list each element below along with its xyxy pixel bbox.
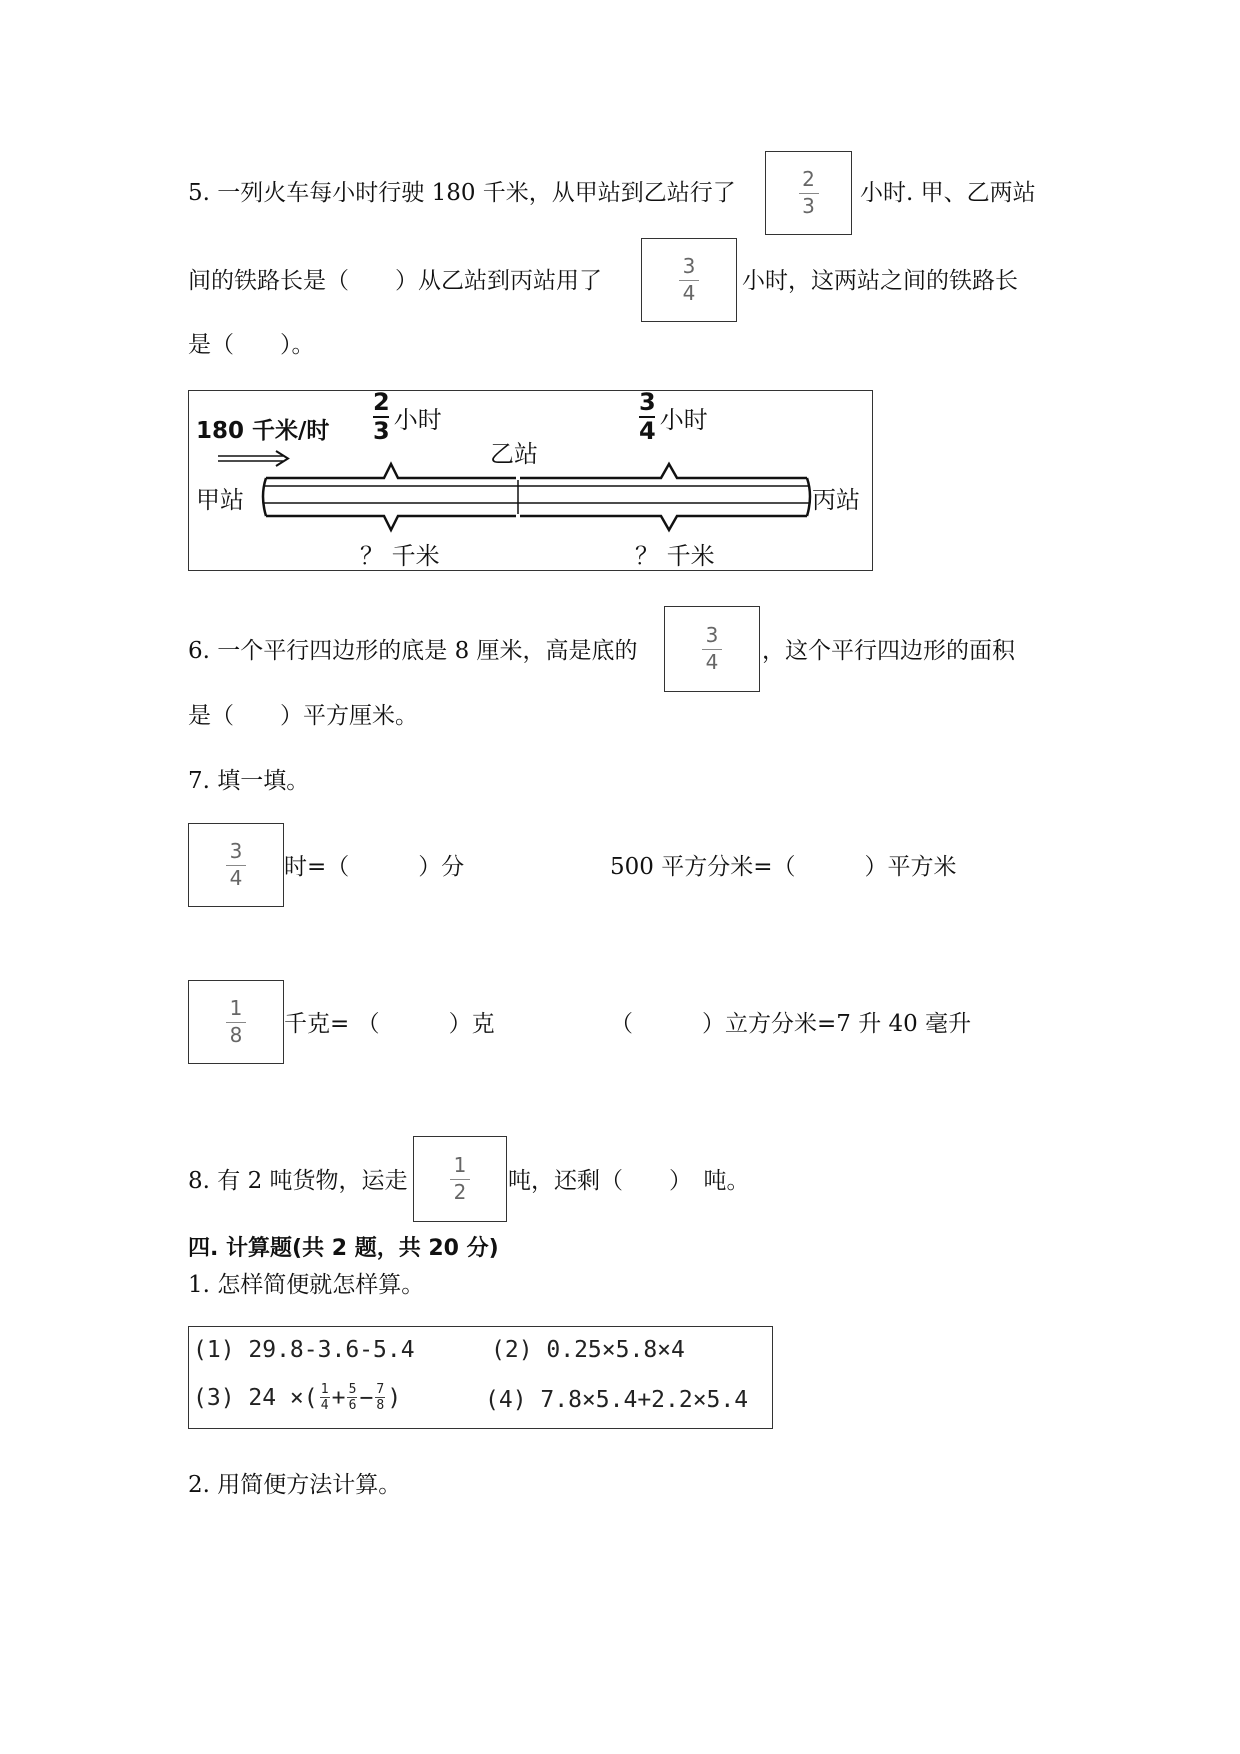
fraction-denominator: 8 [229,1023,243,1047]
q5-line2-text: 间的铁路长是（ ）从乙站到丙站用了 [188,268,602,294]
q5-line1-tail: 小时. 甲、乙两站 [860,180,1036,206]
fraction-denominator: 6 [348,1398,357,1413]
calc-problem-3-prefix: (3) 24 ×( [193,1384,318,1411]
fraction [702,625,722,673]
calc-problem-1: (1) 29.8-3.6-5.4 [193,1337,415,1363]
fraction-numerator: 3 [639,388,656,416]
speed-label: 180 千米/时 [196,418,330,444]
fraction-numerator: 2 [373,388,390,416]
q8-text: 8. 有 2 吨货物，运走 [188,1168,408,1194]
section-title: 四. 计算题(共 2 题，共 20 分) [188,1236,499,1261]
fraction-numerator: 3 [682,254,696,278]
calc-problem-3-suffix: ) [387,1384,402,1411]
plus-operator: + [331,1384,346,1411]
q6-line2-text: 是（ ）平方厘米。 [188,703,418,729]
station-c-label: 丙站 [812,486,860,514]
calc-problem-2: (2) 0.25×5.8×4 [491,1337,685,1363]
fraction [320,1383,330,1412]
fraction [679,256,699,304]
fraction-denominator: 4 [320,1398,329,1413]
q5-line2-tail: 小时，这两站之间的铁路长 [742,268,1018,294]
q5-line3-text: 是（ ）。 [188,332,315,358]
calc-problem-3 [193,1383,401,1412]
q6-line1-tail: ，这个平行四边形的面积 [762,638,1015,664]
distance-diagram [188,390,873,571]
fraction-denominator: 2 [453,1180,467,1204]
fraction-numerator: 3 [229,839,243,863]
q8-fraction-box [413,1136,507,1222]
minus-operator: − [359,1384,374,1411]
station-b-label: 乙站 [490,440,538,468]
q7-item2-text: 500 平方分米=（ ）平方米 [610,854,957,880]
calc-question-2: 2. 用简便方法计算。 [188,1472,402,1498]
calc-problems-box [188,1326,773,1429]
q5-line1-text: 5. 一列火车每小时行驶 180 千米，从甲站到乙站行了 [188,180,736,206]
fraction [347,1383,357,1412]
station-a-label: 甲站 [196,486,244,514]
fraction-denominator: 4 [639,417,656,446]
fraction-numerator: 5 [348,1382,357,1397]
fraction-numerator: 2 [802,167,815,191]
fraction [450,1155,470,1203]
fraction-denominator: 4 [705,650,719,674]
fraction [373,390,390,444]
q7-item4-text: （ ）立方分米=7 升 40 毫升 [610,1011,972,1037]
q8-tail: 吨，还剩（ ） 吨。 [508,1168,750,1194]
fraction-denominator: 4 [682,281,696,305]
fraction-numerator: 1 [229,996,243,1020]
time-label-left [373,390,442,444]
fraction-numerator: 1 [320,1382,329,1397]
calc-problem-4: (4) 7.8×5.4+2.2×5.4 [485,1387,749,1413]
q7-fraction-box-1 [188,823,284,907]
q7-item3-text: 千克= （ ）克 [284,1011,495,1037]
fraction-numerator: 3 [705,623,719,647]
fraction [639,390,656,444]
fraction-numerator: 1 [453,1153,467,1177]
time-unit: 小时 [393,405,442,434]
calc-question-1: 1. 怎样简便就怎样算。 [188,1272,425,1298]
q7-title: 7. 填一填。 [188,768,310,794]
fraction-denominator: 8 [376,1398,385,1413]
time-label-right [639,390,708,444]
fraction [799,169,819,217]
fraction-numerator: 7 [376,1382,385,1397]
unknown-distance-right: ？ 千米 [635,542,715,570]
fraction [375,1383,385,1412]
q7-fraction-box-2 [188,980,284,1064]
fraction-denominator: 4 [229,866,243,890]
q7-item1-text: 时=（ ）分 [284,854,465,880]
unknown-distance-left: ？ 千米 [360,542,440,570]
fraction [226,841,246,889]
q5-fraction-box-1 [765,151,852,235]
fraction-denominator: 3 [373,417,390,446]
q6-line1-text: 6. 一个平行四边形的底是 8 厘米，高是底的 [188,638,638,664]
fraction [226,998,246,1046]
q6-fraction-box [664,606,760,692]
time-unit: 小时 [659,405,708,434]
q5-fraction-box-2 [641,238,737,322]
fraction-denominator: 3 [802,194,815,218]
